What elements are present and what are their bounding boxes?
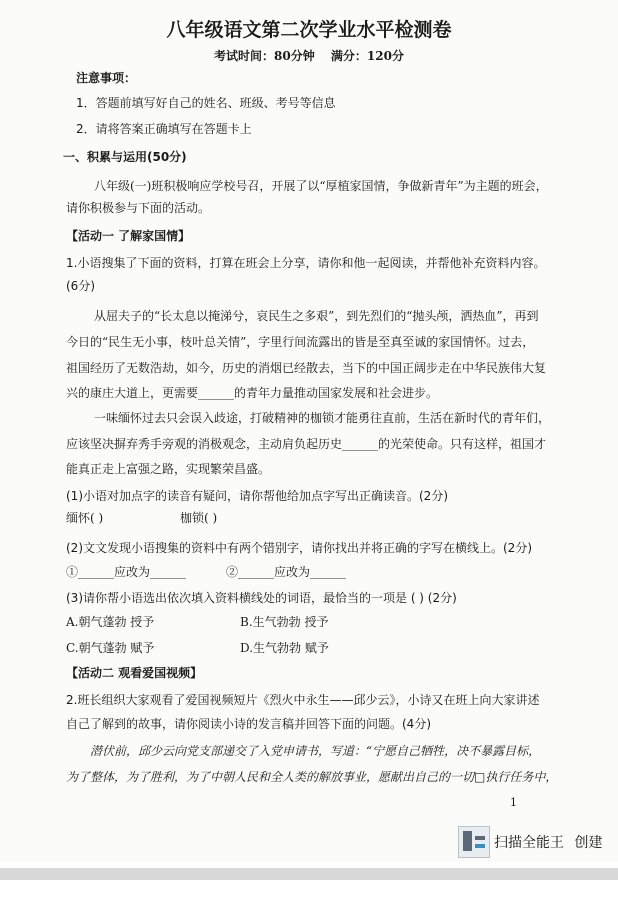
passage-1-line-2: 今日的“民生无小事，枝叶总关情”，字里行间流露出的皆是至真至诚的家国情怀。过去， <box>66 335 535 349</box>
exam-score: 满分：120分 <box>330 49 404 63</box>
notice-heading: 注意事项： <box>76 71 137 85</box>
passage-1-line-4: 兴的康庄大道上，更需要______的青年力量推动国家发展和社会进步。 <box>66 386 439 400</box>
section-heading: 一、积累与运用(50分) <box>63 150 187 164</box>
option-a: A.朝气蓬勃 授予 <box>66 615 155 629</box>
passage-1-line-1: 从屈夫子的“长太息以掩涕兮，哀民生之多艰”，到先烈们的“抛头颅，洒热血”，再到 <box>94 309 539 323</box>
question-1-line-2: (6分) <box>66 279 95 293</box>
page-number: 1 <box>510 796 517 809</box>
notice-item-2: 2．请将答案正确填写在答题卡上 <box>76 122 252 136</box>
watermark-suffix: 创建 <box>574 835 603 851</box>
passage-3-line-2: 为了整体，为了胜利，为了中朝人民和全人类的解放事业，愿献出自己的一切□执行任务中， <box>66 770 558 784</box>
passage-2-line-2: 应该坚决摒弃秀手旁观的消极观念，主动肩负起历史______的光荣使命。只有这样，祖国才 <box>66 437 547 451</box>
sub-question-2-b: ②______应改为______ <box>226 565 347 579</box>
passage-2-line-1: 一味缅怀过去只会误入歧途，打破精神的枷锁才能勇往直前，生活在新时代的青年们， <box>94 411 551 425</box>
passage-1-line-3: 祖国经历了无数浩劫，如今，历史的消烟已经散去，当下的中国正阔步走在中华民族伟大复 <box>66 361 547 375</box>
exam-time: 考试时间：80分钟 <box>214 49 315 63</box>
sub-question-2-a: ①______应改为______ <box>66 565 187 579</box>
sub-question-1-b: 枷锁( ) <box>180 511 218 525</box>
activity-2-heading: 【活动二 观看爱国视频】 <box>66 666 203 680</box>
intro-line-2: 请你积极参与下面的活动。 <box>66 201 211 215</box>
sub-question-1-a: 缅怀( ) <box>66 511 104 525</box>
exam-meta <box>0 47 618 64</box>
sub-question-3: (3)请你帮小语选出依次填入资料横线处的词语，最恰当的一项是 ( ) (2分) <box>66 591 457 605</box>
question-1-line-1: 1.小语搜集了下面的资料，打算在班会上分享，请你和他一起阅读，并帮他补充资料内容。 <box>66 256 546 270</box>
scanner-watermark <box>494 832 602 852</box>
question-2-line-2: 自己了解到的故事，请你阅读小诗的发言稿并回答下面的问题。(4分) <box>66 717 432 731</box>
passage-3-line-1: 潜伏前，邱少云向党支部递交了入党申请书，写道：“宁愿自己牺牲，决不暴露目标， <box>90 744 541 758</box>
sub-question-2: (2)文文发现小语搜集的资料中有两个错别字，请你找出并将正确的字写在横线上。(2分) <box>66 541 532 555</box>
activity-1-heading: 【活动一 了解家国情】 <box>66 229 191 243</box>
scanner-logo-icon <box>458 826 490 858</box>
question-2-line-1: 2.班长组织大家观看了爱国视频短片《烈火中永生——邱少云》，小诗又在班上向大家讲述 <box>66 693 540 707</box>
notice-item-1: 1．答题前填写好自己的姓名、班级、考号等信息 <box>76 96 336 110</box>
option-c: C.朝气蓬勃 赋予 <box>66 641 155 655</box>
page-title: 八年级语文第二次学业水平检测卷 <box>166 19 452 41</box>
intro-line-1: 八年级(一)班积极响应学校号召，开展了以“厚植家国情，争做新青年”为主题的班会， <box>94 179 548 193</box>
bottom-band <box>0 868 618 880</box>
option-d: D.生气勃勃 赋予 <box>240 641 329 655</box>
option-b: B.生气勃勃 授予 <box>240 615 329 629</box>
sub-question-1: (1)小语对加点字的读音有疑问，请你帮他给加点字写出正确读音。(2分) <box>66 489 448 503</box>
passage-2-line-3: 能真正走上富强之路，实现繁荣昌盛。 <box>66 462 271 476</box>
watermark-brand: 扫描全能王 <box>494 835 564 851</box>
